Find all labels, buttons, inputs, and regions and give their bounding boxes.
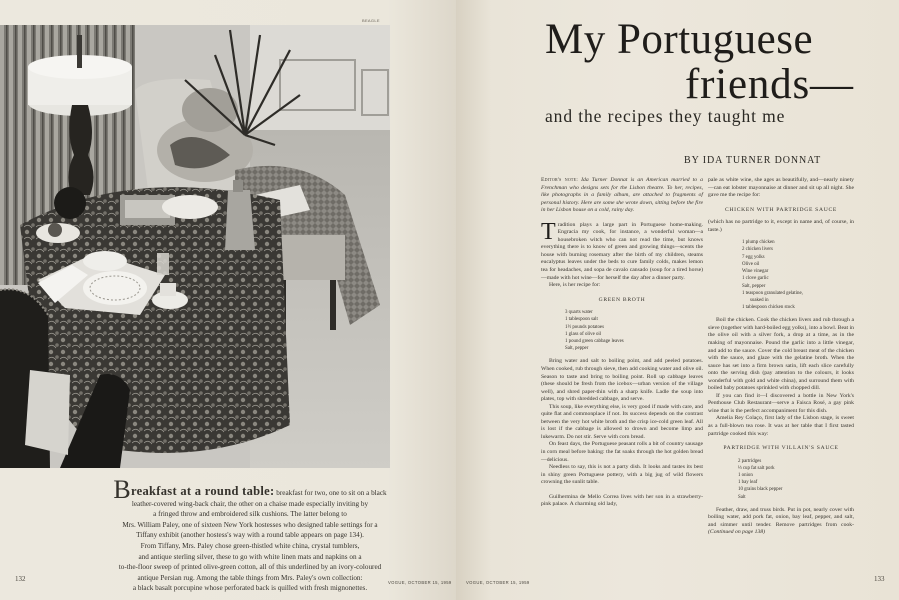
recipe-title-chicken: CHICKEN WITH PARTRIDGE SAUCE — [724, 206, 838, 213]
ingredient: soaked in — [750, 297, 769, 303]
page-number-left: 132 — [15, 575, 26, 583]
headline-line-2: friends— — [685, 61, 854, 108]
body-paragraph: This soup, like everything else, is very good if made with care, and quite flat and commonplace if not. Its success depends on the contrast between the very hot white broth and the crisp ice-cold green leaf. All is lost if the cabbage is allowed to drown and become limp and lukewarm. Do not stir. Serve with corn bread. — [541, 403, 703, 440]
caption-line: From Tiffany, Mrs. Paley chose green-thistled white china, crystal tumblers, — [140, 541, 360, 550]
caption-lead: Breakfast at a round table: — [113, 475, 275, 504]
ingredient: 7 egg yolks — [742, 254, 765, 260]
body-paragraph: If you can find it—I discovered a bottle in New York's Penthouse Club Restaurant—serve a Faisca Rosé, a gay pink wine that is the perfect accompaniment for this dish. — [708, 392, 854, 414]
ingredient: 10 grains black pepper — [738, 487, 783, 493]
ingredient-list-green-broth — [565, 309, 703, 352]
ingredient: ⅓ cup fat salt pork — [738, 465, 775, 471]
page-number-right: 133 — [874, 575, 885, 583]
body-paragraph: Guilhermina de Mello Correa lives with her son in a strawberry-pink palace. A charming old lady, — [541, 493, 703, 508]
ingredient: 1 plump chicken — [742, 240, 775, 246]
ingredient: 2 chicken livers — [742, 247, 773, 253]
ingredient: 1 bay leaf — [738, 480, 758, 486]
article-column-1 — [541, 177, 703, 509]
ingredient: 1 pound green cabbage leaves — [565, 339, 624, 345]
breakfast-table-photo — [0, 25, 390, 468]
byline: BY IDA TURNER DONNAT — [684, 155, 822, 166]
caption-line: antique Persian rug. Among the table things from Mrs. Paley's own collection: — [137, 573, 363, 582]
ingredient-list-partridge — [738, 458, 854, 501]
ingredient: 1 teaspoon granulated gelatine, — [742, 290, 803, 296]
photo-credit: BEAGLE — [362, 18, 380, 23]
intro-paragraph: Tradition plays a large part in Portuguese home-making. Engracia my cook, for instance, a wonderful woman—a housebroken witch who can not read the time, but knows everything there is to know of green and growing things—scents the house with burning rosemary after the birth of my children, steams eucalyptus leaves under the beds to cure family colds, makes lemon tea for headaches, and sopa de cavalo cansado (soup for a tired horse)—made with hot wine—for herself the day after a dinner party. — [541, 218, 703, 281]
subheadline: and the recipes they taught me — [545, 106, 786, 126]
recipe-title-partridge: PARTRIDGE WITH VILLAIN'S SAUCE — [723, 445, 839, 452]
ingredient: 1 clove garlic — [742, 276, 769, 282]
ingredient: 1 glass of olive oil — [565, 331, 602, 337]
ingredient: Salt — [738, 494, 746, 500]
ingredient: Olive oil — [742, 261, 760, 267]
photo-caption: Breakfast at a round table: breakfast for two, one to sit on a black leather-covered wing-back chair, the other on a chaise made especially inviting by a fringed throw and embroidered silk cushions. The latter belong to Mrs. William Paley, one of sixteen New York hostesses who designed table settings for a Tiffany exhibit (another hostess's way with a round table appears on page 134). From Tiffany, Mrs. Paley chose green-thistled white china, crystal tumblers, and antique sterling silver, these to go with white linen mats and napkins on a to-the-floor sweep of printed olive-green cotton, all of this underlined by an ivory-coloured antique Persian rug. Among the table things from Mrs. Paley's own collection: a black basalt porcupine whose perforated back is quilled with fresh mignonettes. — [100, 483, 400, 594]
body-paragraph: Amelia Rey Colaço, first lady of the Lisbon stage, is sweet as a full-blown tea rose. It was at her table that I first tasted partridge cooked this way: — [708, 415, 854, 437]
caption-line: leather-covered wing-back chair, the other on a chaise made especially inviting by — [131, 499, 369, 508]
caption-line: to-the-floor sweep of printed olive-green cotton, all of this underlined by an ivory-coloured — [118, 563, 382, 572]
caption-line: a fringed throw and embroidered silk cushions. The latter belong to — [153, 510, 347, 519]
ingredient: 3 quarts water — [565, 310, 593, 316]
closing-paragraph: Feather, draw, and truss birds. Put in pot, nearly cover with boiling water, add pork fat, onion, bay leaf, pepper, and salt, and simmer until tender. Remove partridges from cook- (Continued on page 138) — [708, 506, 854, 536]
recipe-intro: Here, is her recipe for: — [549, 282, 601, 289]
ingredient: 1½ pounds potatoes — [565, 324, 604, 330]
ingredient-list-chicken — [742, 239, 854, 311]
drop-cap: T — [541, 218, 556, 245]
continued-on-link: (Continued on page 138) — [708, 529, 766, 536]
recipe-title-green-broth: GREEN BROTH — [598, 296, 646, 303]
ingredient: 1 onion — [738, 473, 753, 479]
ingredient: 2 partridges — [738, 458, 762, 464]
caption-line: Mrs. William Paley, one of sixteen New York hostesses who designed table settings for a — [122, 520, 378, 529]
body-paragraph: Bring water and salt to boiling point, and add peeled potatoes. When cooked, rub through sieve, then add cooking water and olive oil. Season to taste and bring to boiling point. Roll up cabbage leaves (these should be fresh from the icebox—urban version of the village well), and shred paper-thin with a sharp knife. Ladle the soup into plates, top with shredded cabbage, and serve. — [541, 358, 703, 403]
ingredient: Salt, pepper — [742, 283, 766, 289]
ingredient: Salt, pepper — [565, 346, 589, 352]
body-paragraph: pale as white wine, she ages as beautifully, and—nearly ninety—can eat lobster mayonnaise at dinner and sit up all night. She gave me the recipe for: — [708, 177, 854, 199]
body-paragraph: On feast days, the Portuguese peasant rolls a bit of country sausage in corn meal before baking: the fat soaks through the hot golden bread—delicious. — [541, 441, 703, 463]
editors-note: Editor's note: Ida Turner Donnat is an American married to a Frenchman who designs sets for the Lisbon theatre. To her, recipes, like photographs in a family album, are attached to fragments of personal history. Here are some she wrote down, sitting before the fire in her Lisbon house on a cold, rainy day. — [541, 177, 704, 214]
headline-line-1: My Portuguese — [545, 16, 814, 63]
ingredient: Wine vinegar — [742, 269, 769, 275]
footer-right: VOGUE, OCTOBER 15, 1959 — [466, 580, 530, 585]
body-paragraph: Needless to say, this is not a party dish. It looks and tastes its best in shiny green Portuguese pottery, with a big jug of wild flowers crowning the sunlit table. — [541, 464, 703, 486]
recipe-note: (which has no partridge to it, except in name and, of course, in taste.) — [708, 219, 854, 233]
caption-line: Tiffany exhibit (another hostess's way with a round table appears on page 134). — [136, 531, 364, 540]
article-column-2 — [708, 177, 854, 537]
footer-left: VOGUE, OCTOBER 15, 1959 — [388, 580, 452, 585]
ingredient: 1 tablespoon chicken stock — [742, 305, 795, 311]
body-paragraph: Boil the chicken. Cook the chicken livers and rub through a sieve (together with hard-boiled egg yolks), into a bowl. Beat in the olive oil with a silver fork, a drop at a time, as in the making of mayonnaise. Pound the garlic into a little vinegar, and add to the sauce. Cover the cold breast meat of the chicken with the sauce, and glaze with the gelatine broth. When the sauce has set into a firm brown satin, lift each slice carefully onto the serving dish (pay attention to the colours, it looks wonderful with gold and white china), and surround them with boiled baby potatoes sprinkled with chopped dill. — [708, 317, 854, 392]
caption-line: a black basalt porcupine whose perforated back is quilled with fresh mignonettes. — [132, 584, 368, 593]
caption-line: and antique sterling silver, these to go with white linen mats and napkins on a — [138, 552, 362, 561]
ingredient: 1 tablespoon salt — [565, 317, 598, 323]
